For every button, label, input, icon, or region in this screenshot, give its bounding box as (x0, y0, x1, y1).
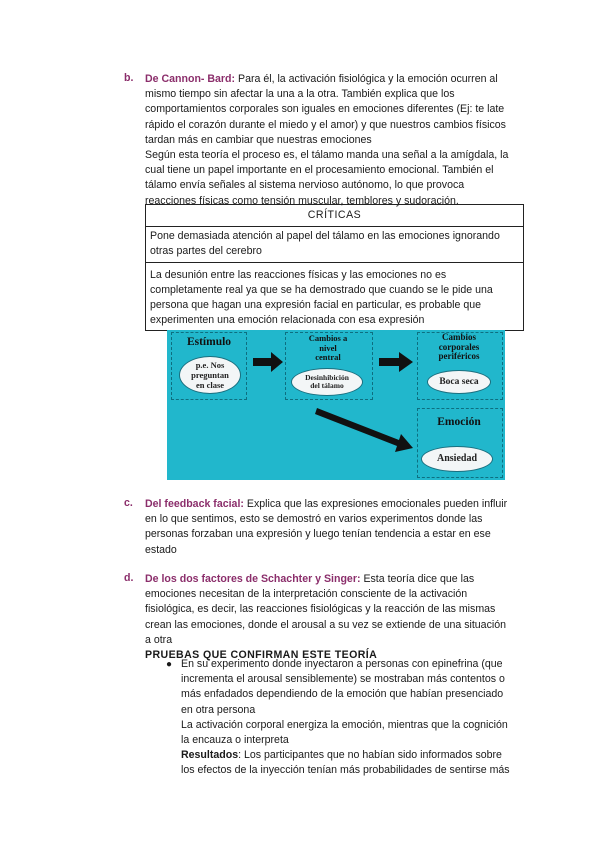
pruebas-list (181, 657, 541, 779)
criticas-line: experimenten una emoción relacionada con esa expresión (150, 314, 425, 327)
criticas-line: completamente real ya que se ha demostrado que cuando se le pide una (150, 283, 493, 296)
section-b-heading: De Cannon- Bard: (145, 73, 236, 85)
results-line: los efectos de la inyección tenían más probabilidades de sentirse más (181, 764, 510, 777)
criticas-header: CRÍTICAS (146, 205, 524, 227)
bullet-icon: ● (166, 659, 173, 670)
section-c (145, 497, 535, 558)
section-d-heading: De los dos factores de Schachter y Singer: (145, 573, 361, 585)
criticas-line: Pone demasiada atención al papel del tálamo en las emociones ignorando (150, 230, 500, 243)
activation-line: la encauza o interpreta (181, 734, 289, 747)
section-b-line: rápido el corazón durante el miedo y el amor) y que nuestros cambios físicos (145, 118, 506, 131)
section-d (145, 572, 535, 663)
section-c-line: estado (145, 543, 177, 556)
central-oval-line: Desinhibición (305, 372, 349, 382)
criticas-table (145, 204, 524, 331)
section-d-line: crean las emociones, donde el arousal a su vez se extiende de una situación (145, 618, 507, 631)
activation-line: La activación corporal energiza la emoción, mientras que la cognición (181, 718, 508, 731)
arrow-right-icon (379, 352, 413, 372)
section-d-line: emociones necesitan de la interpretación consciente de la activación (145, 588, 468, 601)
peripheral-oval: Boca seca (427, 370, 491, 394)
section-c-line: personas forzaban una expresión y luego tenían tendencia a estar en ese (145, 528, 491, 541)
section-c-line: en lo que sentimos, esto se demostró en varios experimentos donde las (145, 513, 483, 526)
central-title-line: nivel (319, 342, 337, 353)
arrow-right-icon (253, 352, 283, 372)
section-b-line: mismo tiempo sin afectar la una a la otra. También explica que los (145, 88, 455, 101)
section-b-line: Según esta teoría el proceso es, el tálamo manda una señal a la amígdala, la (145, 149, 509, 162)
section-d-letter: d. (124, 572, 134, 584)
criticas-row-1 (146, 227, 524, 262)
criticas-line: La desunión entre las reacciones físicas y las emociones no es (150, 268, 447, 281)
section-b-line: cual tiene un papel importante en el procesamiento emocional. También el (145, 164, 494, 177)
section-d-line: Esta teoría dice que las (363, 573, 475, 585)
central-oval-line: del tálamo (310, 381, 344, 390)
stimulus-oval-line: preguntan (191, 370, 229, 380)
section-b-letter: b. (124, 72, 134, 84)
pruebas-title: PRUEBAS QUE CONFIRMAN ESTE TEORÍA (145, 649, 378, 662)
criticas-row-2 (146, 262, 524, 331)
pruebas-line: más enfadados dependiendo de la emoción que habían presenciado (181, 688, 504, 701)
criticas-line: persona que hagan una expresión facial en particular, es probable que (150, 299, 481, 312)
peripheral-title-line: corporales (438, 341, 480, 352)
stimulus-oval-line: en clase (195, 380, 225, 390)
central-title-line: central (315, 352, 341, 362)
emotion-title: Emoción (437, 416, 481, 428)
emotion-process-diagram (167, 330, 505, 480)
section-d-line: fisiológica, es decir, las reacciones fisiológicas y la reacción de las mismas (145, 603, 496, 616)
stimulus-title: Estímulo (186, 336, 232, 348)
section-b-line: reacciones físicas como tensión muscular, temblores y sudoración. (145, 194, 459, 207)
pruebas-line: En su experimento donde inyectaron a personas con epinefrina (que (181, 658, 503, 670)
peripheral-title-line: periféricos (438, 351, 480, 361)
results-label: Resultados (181, 749, 239, 762)
section-c-line: Explica que las expresiones emocionales pueden influir (246, 498, 508, 510)
emotion-oval: Ansiedad (421, 446, 493, 472)
section-d-line: a otra (145, 633, 173, 646)
arrow-diagonal-icon (315, 408, 413, 452)
section-b-line: Para él, la activación fisiológica y la emoción ocurren al (238, 73, 498, 85)
stimulus-oval-line: p.e. Nos (195, 360, 225, 370)
section-b-line: tardan más en cambiar que nuestras emociones (145, 133, 372, 146)
results-line: : Los participantes que no habían sido informados sobre (238, 749, 502, 762)
criticas-line: otras partes del cerebro (150, 245, 262, 258)
diagram-arrows (167, 330, 505, 480)
section-b (145, 72, 535, 209)
pruebas-line: incrementa el arousal sensiblemente) se mostraban más contentos o (181, 673, 505, 686)
pruebas-line: en otra persona (181, 703, 256, 716)
peripheral-title-line: Cambios (441, 332, 476, 342)
central-title-line: Cambios a (308, 333, 348, 343)
section-b-line: tálamo envía señales al sistema nervioso autónomo, lo que provoca (145, 179, 465, 192)
section-b-line: comportamientos corporales son iguales en emociones diferentes (Ej: te late (145, 103, 505, 116)
section-c-letter: c. (124, 497, 133, 509)
section-c-heading: Del feedback facial: (145, 498, 244, 510)
